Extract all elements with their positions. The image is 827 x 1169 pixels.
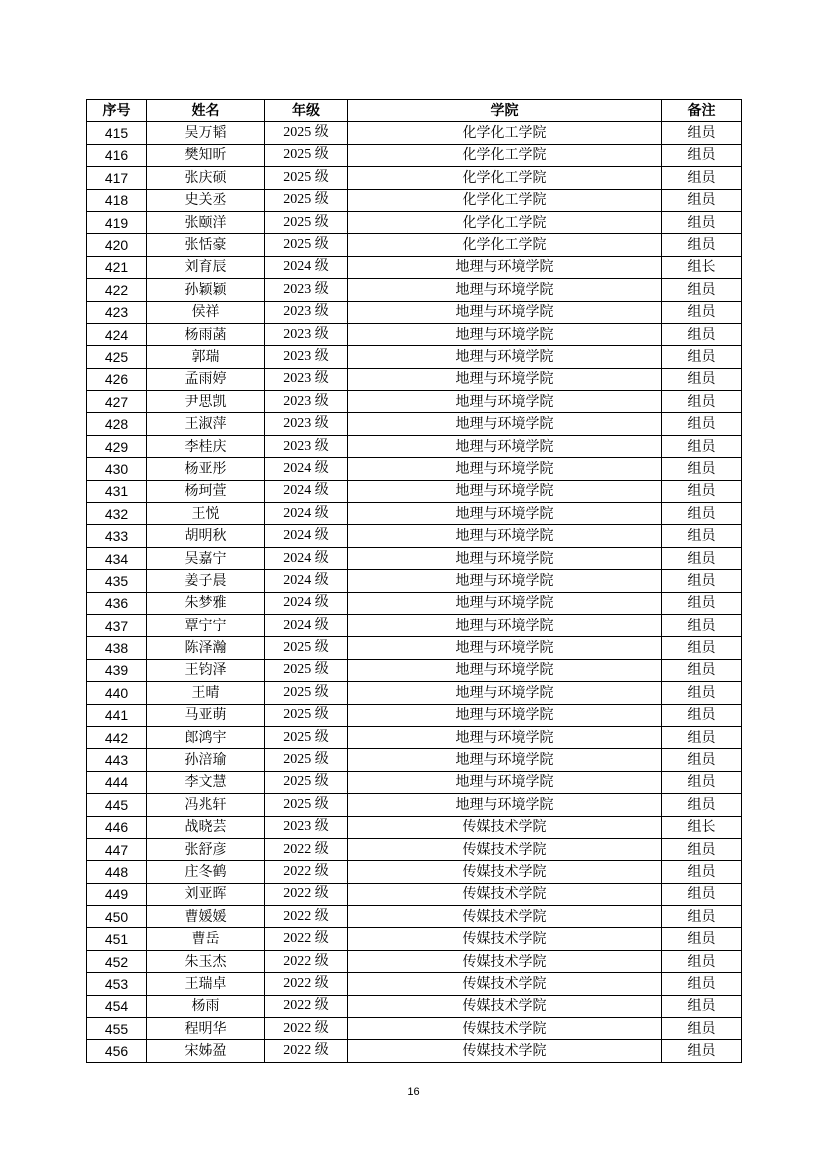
cell-remark: 组员 (662, 234, 742, 256)
cell-name: 孟雨婷 (147, 368, 265, 390)
cell-grade: 2025 级 (265, 122, 348, 144)
cell-grade: 2025 级 (265, 189, 348, 211)
cell-serial-number: 415 (87, 122, 147, 144)
cell-college: 传媒技术学院 (348, 928, 662, 950)
cell-grade: 2022 级 (265, 973, 348, 995)
cell-remark: 组员 (662, 704, 742, 726)
table-row (87, 838, 742, 860)
cell-remark: 组员 (662, 480, 742, 502)
cell-serial-number: 434 (87, 547, 147, 569)
cell-name: 张恬豪 (147, 234, 265, 256)
cell-name: 战晓芸 (147, 816, 265, 838)
cell-serial-number: 452 (87, 950, 147, 972)
cell-college: 传媒技术学院 (348, 838, 662, 860)
table-row (87, 458, 742, 480)
table-row (87, 682, 742, 704)
cell-college: 传媒技术学院 (348, 883, 662, 905)
table-row (87, 749, 742, 771)
table-row (87, 928, 742, 950)
cell-grade: 2025 级 (265, 167, 348, 189)
cell-college: 地理与环境学院 (348, 346, 662, 368)
cell-remark: 组员 (662, 391, 742, 413)
cell-grade: 2023 级 (265, 435, 348, 457)
table-row (87, 861, 742, 883)
cell-remark: 组员 (662, 659, 742, 681)
cell-college: 传媒技术学院 (348, 861, 662, 883)
table-row (87, 167, 742, 189)
cell-serial-number: 430 (87, 458, 147, 480)
cell-college: 地理与环境学院 (348, 279, 662, 301)
table-row (87, 435, 742, 457)
cell-grade: 2022 级 (265, 1040, 348, 1062)
cell-name: 覃宁宁 (147, 614, 265, 636)
cell-grade: 2025 级 (265, 637, 348, 659)
cell-college: 地理与环境学院 (348, 503, 662, 525)
page-number: 16 (407, 1086, 420, 1098)
cell-remark: 组员 (662, 883, 742, 905)
cell-name: 樊知昕 (147, 144, 265, 166)
cell-serial-number: 428 (87, 413, 147, 435)
cell-grade: 2022 级 (265, 928, 348, 950)
cell-name: 张舒彦 (147, 838, 265, 860)
table-row (87, 614, 742, 636)
cell-college: 传媒技术学院 (348, 1018, 662, 1040)
cell-grade: 2024 级 (265, 458, 348, 480)
header-row (87, 100, 742, 122)
cell-name: 宋姊盈 (147, 1040, 265, 1062)
header-name: 姓名 (147, 100, 265, 122)
cell-grade: 2024 级 (265, 256, 348, 278)
cell-remark: 组员 (662, 346, 742, 368)
cell-serial-number: 431 (87, 480, 147, 502)
cell-college: 地理与环境学院 (348, 323, 662, 345)
cell-college: 地理与环境学院 (348, 614, 662, 636)
cell-name: 张颐洋 (147, 211, 265, 233)
cell-serial-number: 437 (87, 614, 147, 636)
cell-college: 地理与环境学院 (348, 435, 662, 457)
cell-remark: 组员 (662, 570, 742, 592)
table-row (87, 995, 742, 1017)
cell-college: 化学化工学院 (348, 189, 662, 211)
cell-remark: 组员 (662, 435, 742, 457)
header-remark: 备注 (662, 100, 742, 122)
table-body (87, 122, 742, 1062)
table-row (87, 771, 742, 793)
cell-college: 地理与环境学院 (348, 391, 662, 413)
cell-name: 孙涪瑜 (147, 749, 265, 771)
cell-remark: 组员 (662, 637, 742, 659)
cell-serial-number: 438 (87, 637, 147, 659)
cell-serial-number: 432 (87, 503, 147, 525)
cell-serial-number: 450 (87, 906, 147, 928)
table-row (87, 794, 742, 816)
cell-serial-number: 451 (87, 928, 147, 950)
cell-name: 张庆硕 (147, 167, 265, 189)
cell-grade: 2022 级 (265, 861, 348, 883)
cell-serial-number: 421 (87, 256, 147, 278)
cell-college: 地理与环境学院 (348, 547, 662, 569)
cell-name: 王悦 (147, 503, 265, 525)
cell-name: 杨雨菡 (147, 323, 265, 345)
cell-grade: 2025 级 (265, 771, 348, 793)
cell-college: 化学化工学院 (348, 167, 662, 189)
cell-college: 传媒技术学院 (348, 1040, 662, 1062)
cell-college: 地理与环境学院 (348, 256, 662, 278)
cell-remark: 组员 (662, 928, 742, 950)
cell-name: 尹思凯 (147, 391, 265, 413)
cell-grade: 2023 级 (265, 413, 348, 435)
cell-serial-number: 416 (87, 144, 147, 166)
cell-grade: 2023 级 (265, 391, 348, 413)
cell-grade: 2025 级 (265, 211, 348, 233)
cell-grade: 2023 级 (265, 368, 348, 390)
cell-grade: 2024 级 (265, 614, 348, 636)
cell-remark: 组员 (662, 614, 742, 636)
cell-remark: 组员 (662, 547, 742, 569)
cell-serial-number: 435 (87, 570, 147, 592)
cell-name: 王瑞卓 (147, 973, 265, 995)
cell-remark: 组员 (662, 525, 742, 547)
table-row (87, 323, 742, 345)
cell-college: 地理与环境学院 (348, 726, 662, 748)
cell-name: 王淑萍 (147, 413, 265, 435)
table-row (87, 883, 742, 905)
cell-college: 地理与环境学院 (348, 413, 662, 435)
cell-grade: 2025 级 (265, 794, 348, 816)
cell-grade: 2022 级 (265, 995, 348, 1017)
cell-serial-number: 441 (87, 704, 147, 726)
cell-grade: 2023 级 (265, 346, 348, 368)
cell-remark: 组员 (662, 413, 742, 435)
cell-name: 王钧泽 (147, 659, 265, 681)
cell-grade: 2022 级 (265, 838, 348, 860)
table-row (87, 726, 742, 748)
cell-name: 吴万韬 (147, 122, 265, 144)
table-row (87, 1040, 742, 1062)
cell-serial-number: 442 (87, 726, 147, 748)
cell-remark: 组员 (662, 682, 742, 704)
table-row (87, 346, 742, 368)
cell-serial-number: 427 (87, 391, 147, 413)
cell-name: 王晴 (147, 682, 265, 704)
cell-serial-number: 429 (87, 435, 147, 457)
cell-grade: 2025 级 (265, 144, 348, 166)
cell-college: 传媒技术学院 (348, 950, 662, 972)
cell-grade: 2024 级 (265, 525, 348, 547)
table-row (87, 973, 742, 995)
table-row (87, 391, 742, 413)
cell-college: 地理与环境学院 (348, 682, 662, 704)
cell-grade: 2022 级 (265, 906, 348, 928)
cell-remark: 组员 (662, 1018, 742, 1040)
table-row (87, 659, 742, 681)
cell-name: 朱梦雅 (147, 592, 265, 614)
cell-serial-number: 424 (87, 323, 147, 345)
cell-remark: 组员 (662, 122, 742, 144)
cell-serial-number: 446 (87, 816, 147, 838)
cell-serial-number: 448 (87, 861, 147, 883)
cell-serial-number: 423 (87, 301, 147, 323)
cell-remark: 组员 (662, 279, 742, 301)
cell-college: 传媒技术学院 (348, 995, 662, 1017)
cell-serial-number: 454 (87, 995, 147, 1017)
cell-grade: 2023 级 (265, 279, 348, 301)
cell-remark: 组员 (662, 189, 742, 211)
cell-serial-number: 426 (87, 368, 147, 390)
cell-remark: 组长 (662, 256, 742, 278)
cell-name: 李文慧 (147, 771, 265, 793)
table-row (87, 816, 742, 838)
cell-college: 地理与环境学院 (348, 525, 662, 547)
cell-serial-number: 425 (87, 346, 147, 368)
cell-name: 郎鸿宇 (147, 726, 265, 748)
cell-grade: 2023 级 (265, 816, 348, 838)
cell-serial-number: 455 (87, 1018, 147, 1040)
table-row (87, 413, 742, 435)
cell-grade: 2024 级 (265, 547, 348, 569)
cell-name: 曹媛媛 (147, 906, 265, 928)
table-row (87, 256, 742, 278)
cell-college: 化学化工学院 (348, 211, 662, 233)
cell-remark: 组员 (662, 503, 742, 525)
table-row (87, 279, 742, 301)
cell-name: 史关丞 (147, 189, 265, 211)
cell-college: 地理与环境学院 (348, 659, 662, 681)
cell-name: 杨亚彤 (147, 458, 265, 480)
cell-grade: 2023 级 (265, 301, 348, 323)
cell-college: 传媒技术学院 (348, 816, 662, 838)
cell-name: 胡明秋 (147, 525, 265, 547)
table-row (87, 189, 742, 211)
cell-serial-number: 456 (87, 1040, 147, 1062)
table-row (87, 301, 742, 323)
cell-grade: 2025 级 (265, 704, 348, 726)
cell-serial-number: 418 (87, 189, 147, 211)
cell-remark: 组员 (662, 368, 742, 390)
cell-name: 曹岳 (147, 928, 265, 950)
cell-grade: 2025 级 (265, 726, 348, 748)
cell-name: 吴嘉宁 (147, 547, 265, 569)
cell-name: 刘亚晖 (147, 883, 265, 905)
cell-serial-number: 419 (87, 211, 147, 233)
cell-college: 地理与环境学院 (348, 794, 662, 816)
cell-college: 地理与环境学院 (348, 480, 662, 502)
cell-name: 侯祥 (147, 301, 265, 323)
table-header (87, 100, 742, 122)
cell-remark: 组员 (662, 771, 742, 793)
cell-college: 地理与环境学院 (348, 637, 662, 659)
table-row (87, 704, 742, 726)
cell-name: 庄冬鹤 (147, 861, 265, 883)
cell-remark: 组员 (662, 950, 742, 972)
cell-remark: 组员 (662, 906, 742, 928)
cell-serial-number: 439 (87, 659, 147, 681)
cell-name: 杨珂萱 (147, 480, 265, 502)
table-row (87, 122, 742, 144)
table-row (87, 1018, 742, 1040)
table-row (87, 144, 742, 166)
cell-grade: 2024 级 (265, 480, 348, 502)
cell-remark: 组员 (662, 726, 742, 748)
cell-grade: 2023 级 (265, 323, 348, 345)
table-row (87, 211, 742, 233)
cell-name: 刘育辰 (147, 256, 265, 278)
cell-grade: 2022 级 (265, 950, 348, 972)
header-serial-number: 序号 (87, 100, 147, 122)
cell-serial-number: 444 (87, 771, 147, 793)
cell-remark: 组长 (662, 816, 742, 838)
cell-remark: 组员 (662, 592, 742, 614)
table-row (87, 637, 742, 659)
cell-serial-number: 420 (87, 234, 147, 256)
cell-name: 朱玉杰 (147, 950, 265, 972)
cell-serial-number: 433 (87, 525, 147, 547)
cell-college: 化学化工学院 (348, 122, 662, 144)
cell-grade: 2022 级 (265, 883, 348, 905)
cell-grade: 2022 级 (265, 1018, 348, 1040)
table-row (87, 234, 742, 256)
cell-name: 孙颖颖 (147, 279, 265, 301)
cell-serial-number: 436 (87, 592, 147, 614)
cell-remark: 组员 (662, 1040, 742, 1062)
cell-remark: 组员 (662, 458, 742, 480)
cell-remark: 组员 (662, 838, 742, 860)
cell-name: 马亚萌 (147, 704, 265, 726)
cell-remark: 组员 (662, 749, 742, 771)
table-row (87, 592, 742, 614)
cell-remark: 组员 (662, 301, 742, 323)
cell-college: 地理与环境学院 (348, 749, 662, 771)
cell-college: 传媒技术学院 (348, 973, 662, 995)
header-grade: 年级 (265, 100, 348, 122)
table-row (87, 480, 742, 502)
cell-remark: 组员 (662, 167, 742, 189)
cell-college: 地理与环境学院 (348, 368, 662, 390)
table-row (87, 570, 742, 592)
cell-serial-number: 440 (87, 682, 147, 704)
cell-name: 陈泽瀚 (147, 637, 265, 659)
cell-remark: 组员 (662, 144, 742, 166)
cell-college: 地理与环境学院 (348, 771, 662, 793)
cell-grade: 2024 级 (265, 592, 348, 614)
table-row (87, 525, 742, 547)
cell-grade: 2025 级 (265, 659, 348, 681)
cell-name: 程明华 (147, 1018, 265, 1040)
cell-name: 冯兆轩 (147, 794, 265, 816)
cell-college: 地理与环境学院 (348, 570, 662, 592)
cell-grade: 2024 级 (265, 570, 348, 592)
cell-remark: 组员 (662, 211, 742, 233)
cell-name: 杨雨 (147, 995, 265, 1017)
cell-serial-number: 453 (87, 973, 147, 995)
cell-serial-number: 417 (87, 167, 147, 189)
table-row (87, 368, 742, 390)
table-row (87, 503, 742, 525)
table-row (87, 906, 742, 928)
cell-college: 地理与环境学院 (348, 458, 662, 480)
cell-grade: 2025 级 (265, 749, 348, 771)
cell-name: 李桂庆 (147, 435, 265, 457)
cell-remark: 组员 (662, 995, 742, 1017)
cell-serial-number: 449 (87, 883, 147, 905)
cell-serial-number: 445 (87, 794, 147, 816)
cell-grade: 2025 级 (265, 234, 348, 256)
cell-college: 地理与环境学院 (348, 301, 662, 323)
cell-serial-number: 447 (87, 838, 147, 860)
cell-college: 地理与环境学院 (348, 704, 662, 726)
member-roster-table (86, 99, 742, 1063)
cell-grade: 2024 级 (265, 503, 348, 525)
header-college: 学院 (348, 100, 662, 122)
cell-college: 传媒技术学院 (348, 906, 662, 928)
cell-remark: 组员 (662, 861, 742, 883)
cell-serial-number: 443 (87, 749, 147, 771)
cell-college: 地理与环境学院 (348, 592, 662, 614)
cell-grade: 2025 级 (265, 682, 348, 704)
cell-remark: 组员 (662, 794, 742, 816)
cell-name: 郭瑞 (147, 346, 265, 368)
cell-remark: 组员 (662, 973, 742, 995)
cell-remark: 组员 (662, 323, 742, 345)
cell-college: 化学化工学院 (348, 234, 662, 256)
cell-college: 化学化工学院 (348, 144, 662, 166)
cell-name: 姜子晨 (147, 570, 265, 592)
table-row (87, 950, 742, 972)
table-row (87, 547, 742, 569)
cell-serial-number: 422 (87, 279, 147, 301)
